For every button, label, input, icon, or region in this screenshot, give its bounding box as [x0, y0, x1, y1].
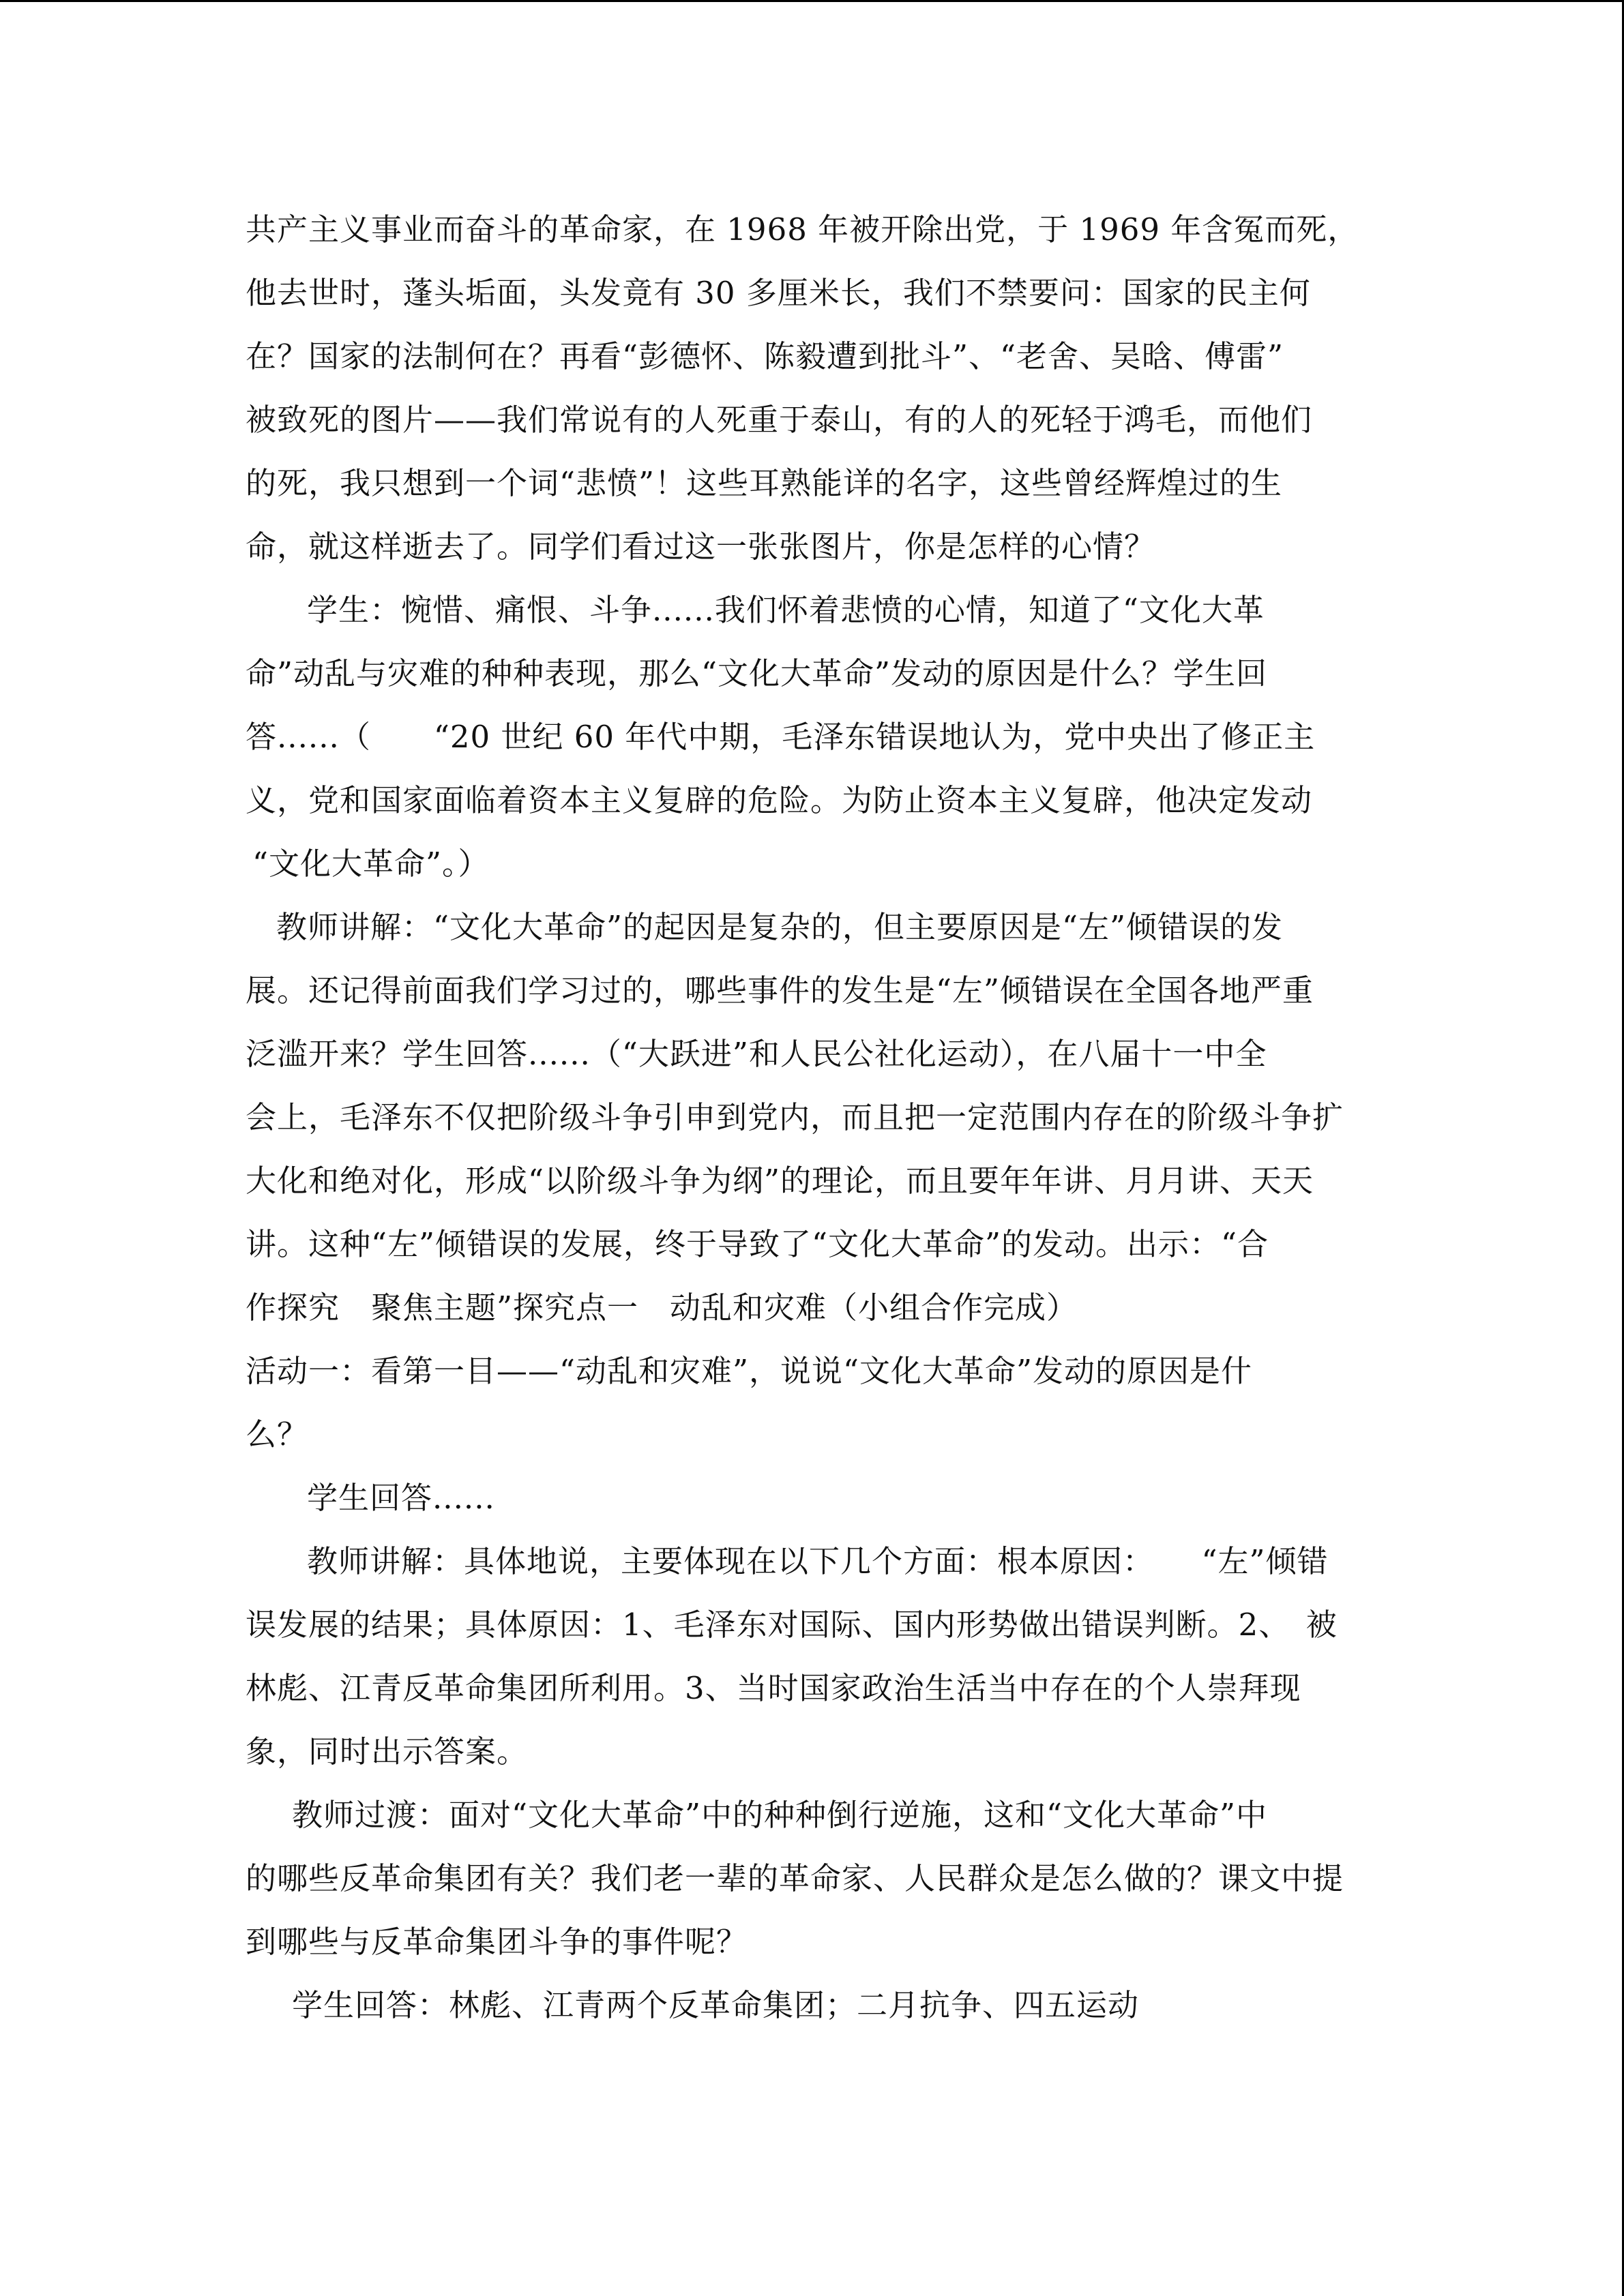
text-line: 大化和绝对化，形成“以阶级斗争为纲”的理论，而且要年年讲、月月讲、天天 — [246, 1163, 1314, 1199]
text-line: 讲。这种“左”倾错误的发展，终于导致了“文化大革命”的发动。出示：“合 — [246, 1226, 1269, 1262]
text-line: 命”动乱与灾难的种种表现，那么“文化大革命”发动的原因是什么？学生回 — [246, 655, 1268, 691]
text-line: 义，党和国家面临着资本主义复辟的危险。为防止资本主义复辟，他决定发动 — [246, 782, 1313, 818]
text-line: 共产主义事业而奋斗的革命家，在 1968 年被开除出党，于 1969 年含冤而死， — [246, 211, 1359, 248]
text-line: 会上，毛泽东不仅把阶级斗争引申到党内，而且把一定范围内存在的阶级斗争扩 — [246, 1099, 1344, 1135]
text-line: 到哪些与反革命集团斗争的事件呢？ — [246, 1924, 748, 1960]
text-line: 的死，我只想到一个词“悲愤”！这些耳熟能详的名字，这些曾经辉煌过的生 — [246, 465, 1283, 501]
text-line: 教师过渡：面对“文化大革命”中的种种倒行逆施，这和“文化大革命”中 — [292, 1797, 1268, 1833]
document-body — [246, 198, 1398, 2037]
text-line: 他去世时，蓬头垢面，头发竟有 30 多厘米长，我们不禁要问：国家的民主何 — [246, 275, 1311, 311]
text-line: 展。还记得前面我们学习过的，哪些事件的发生是“左”倾错误在全国各地严重 — [246, 972, 1314, 1009]
text-line: 学生回答...... — [307, 1480, 495, 1516]
text-line: 学生回答：林彪、江青两个反革命集团；二月抗争、四五运动 — [292, 1987, 1140, 2023]
text-line: 活动一：看第一目——“动乱和灾难”，说说“文化大革命”发动的原因是什 — [246, 1353, 1253, 1389]
text-line: 象，同时出示答案。 — [246, 1733, 529, 1770]
text-line: 教师讲解：“文化大革命”的起因是复杂的，但主要原因是“左”倾错误的发 — [276, 909, 1284, 945]
text-line: 么？ — [246, 1416, 309, 1452]
text-line: 被致死的图片——我们常说有的人死重于泰山，有的人的死轻于鸿毛，而他们 — [246, 402, 1313, 438]
text-line: “文化大革命”。） — [252, 846, 490, 882]
text-line: 的哪些反革命集团有关？我们老一辈的革命家、人民群众是怎么做的？课文中提 — [246, 1860, 1344, 1896]
text-line: 命，就这样逝去了。同学们看过这一张张图片，你是怎样的心情？ — [246, 528, 1156, 565]
text-line: 误发展的结果；具体原因：1、毛泽东对国际、国内形势做出错误判断。2、 被 — [246, 1607, 1338, 1643]
text-line: 作探究 聚焦主题”探究点一 动乱和灾难（小组合作完成） — [246, 1289, 1078, 1326]
text-line: 教师讲解：具体地说，主要体现在以下几个方面：根本原因： “左”倾错 — [307, 1543, 1329, 1579]
text-line: 在？国家的法制何在？再看“彭德怀、陈毅遭到批斗”、“老舍、吴晗、傅雷” — [246, 338, 1284, 374]
text-line: 林彪、江青反革命集团所利用。3、当时国家政治生活当中存在的个人崇拜现 — [246, 1670, 1301, 1706]
page-border-top — [0, 0, 1624, 2]
text-line: 泛滥开来？学生回答......（“大跃进”和人民公社化运动），在八届十一中全 — [246, 1036, 1267, 1072]
text-line: 答......（ “20 世纪 60 年代中期，毛泽东错误地认为，党中央出了修正主 — [246, 719, 1316, 755]
text-line: 学生：惋惜、痛恨、斗争......我们怀着悲愤的心情，知道了“文化大革 — [307, 592, 1265, 628]
